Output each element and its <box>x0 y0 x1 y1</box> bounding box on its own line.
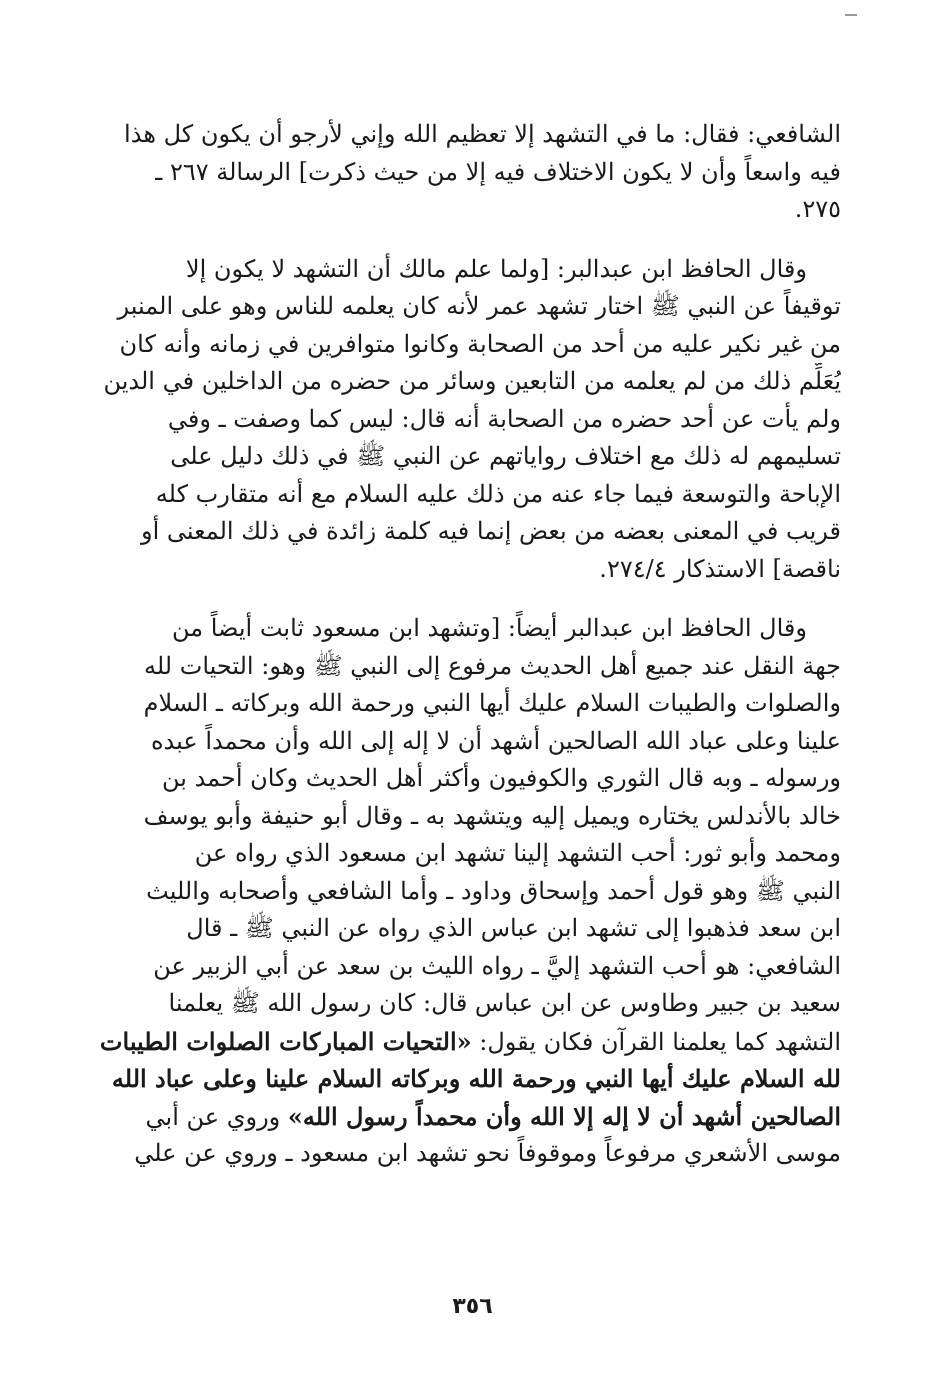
text-line: ورسوله ـ وبه قال الثوري والكوفيون وأكثر أهل الحديث وكان أحمد بن <box>162 764 841 792</box>
page-number: ٣٥٦ <box>452 1294 493 1319</box>
text-line: توقيفاً عن النبي ﷺ اختار تشهد عمر لأنه كان يعلمه للناس وهو على المنبر <box>117 292 841 320</box>
text-line: فيه واسعاً وأن لا يكون الاختلاف فيه إلا من حيث ذكرت] الرسالة ٢٦٧ ـ <box>155 157 841 186</box>
text-line: وقال الحافظ ابن عبدالبر: [ولما علم مالك أن التشهد لا يكون إلا <box>185 254 807 283</box>
text-line: الشافعي: فقال: ما في التشهد إلا تعظيم الله وإني لأرجو أن يكون كل هذا <box>124 120 841 148</box>
page-top-mark <box>845 14 857 16</box>
text-line-plain: التشهد كما يعلمنا القرآن فكان يقول: <box>471 1027 841 1056</box>
text-line: علينا وعلى عباد الله الصالحين أشهد أن لا إله إلى الله وأن محمداً عبده <box>150 726 841 755</box>
paragraph-ibn-abdulbarr-1 <box>96 251 841 589</box>
tashahhud-quote-bold: لله السلام عليك أيها النبي ورحمة الله وبركاته السلام علينا وعلى عباد الله <box>111 1064 841 1093</box>
text-line: ولم يأت عن أحد حضره من الصحابة أنه قال: ليس كما وصفت ـ وفي <box>167 404 841 433</box>
text-line <box>96 1098 841 1136</box>
text-line: ناقصة] الاستذكار ٢٧٤/٤. <box>599 554 841 583</box>
text-line <box>96 1023 841 1061</box>
text-line: سعيد بن جبير وطاوس عن ابن عباس قال: كان رسول الله ﷺ يعلمنا <box>168 989 841 1017</box>
tashahhud-quote-bold: «التحيات المباركات الصلوات الطيبات <box>99 1026 472 1056</box>
text-line: يُعَلِّم ذلك من لم يعلمه من التابعين وسائر من حضره من الداخلين في الدين <box>103 367 841 395</box>
paragraph-ibn-abdulbarr-2 <box>96 610 841 1173</box>
text-line-plain: وروي عن أبي <box>145 1102 288 1131</box>
text-line: من غير نكير عليه من أحد من الصحابة وكانوا متوافرين في زمانه وأنه كان <box>119 329 841 358</box>
text-line: النبي ﷺ وهو قول أحمد وإسحاق وداود ـ وأما الشافعي وأصحابه والليث <box>146 876 841 905</box>
text-line: الشافعي: هو أحب التشهد إليَّ ـ رواه الليث بن سعد عن أبي الزبير عن <box>153 951 841 980</box>
tashahhud-quote-bold: الصالحين أشهد أن لا إله إلا الله وأن محمداً رسول الله» <box>287 1101 841 1131</box>
text-line: ٢٧٥. <box>794 195 841 223</box>
text-line: موسى الأشعري مرفوعاً وموقوفاً نحو تشهد ابن مسعود ـ وروي عن علي <box>134 1139 841 1167</box>
text-line: والصلوات والطيبات السلام عليك أيها النبي ورحمة الله وبركاته ـ السلام <box>143 689 841 717</box>
text-line: ومحمد وأبو ثور: أحب التشهد إلينا تشهد ابن مسعود الذي رواه عن <box>194 839 841 867</box>
text-line: وقال الحافظ ابن عبدالبر أيضاً: [وتشهد ابن مسعود ثابت أيضاً من <box>171 614 807 642</box>
text-line: قريب في المعنى بعضه من بعض إنما فيه كلمة زائدة في ذلك المعنى أو <box>141 517 841 545</box>
text-line: جهة النقل عند جميع أهل الحديث مرفوع إلى النبي ﷺ وهو: التحيات لله <box>143 651 841 680</box>
page-body <box>96 116 841 1195</box>
paragraph-shafii-quote <box>96 116 841 229</box>
text-line: تسليمهم له ذلك مع اختلاف رواياتهم عن النبي ﷺ في ذلك دليل على <box>170 442 841 470</box>
text-line: ابن سعد فذهبوا إلى تشهد ابن عباس الذي رواه عن النبي ﷺ ـ قال <box>186 914 841 942</box>
text-line: خالد بالأندلس يختاره ويميل إليه ويتشهد به ـ وقال أبو حنيفة وأبو يوسف <box>143 801 841 830</box>
text-line: الإباحة والتوسعة فيما جاء عنه من ذلك عليه السلام مع أنه متقارب كله <box>155 479 841 508</box>
